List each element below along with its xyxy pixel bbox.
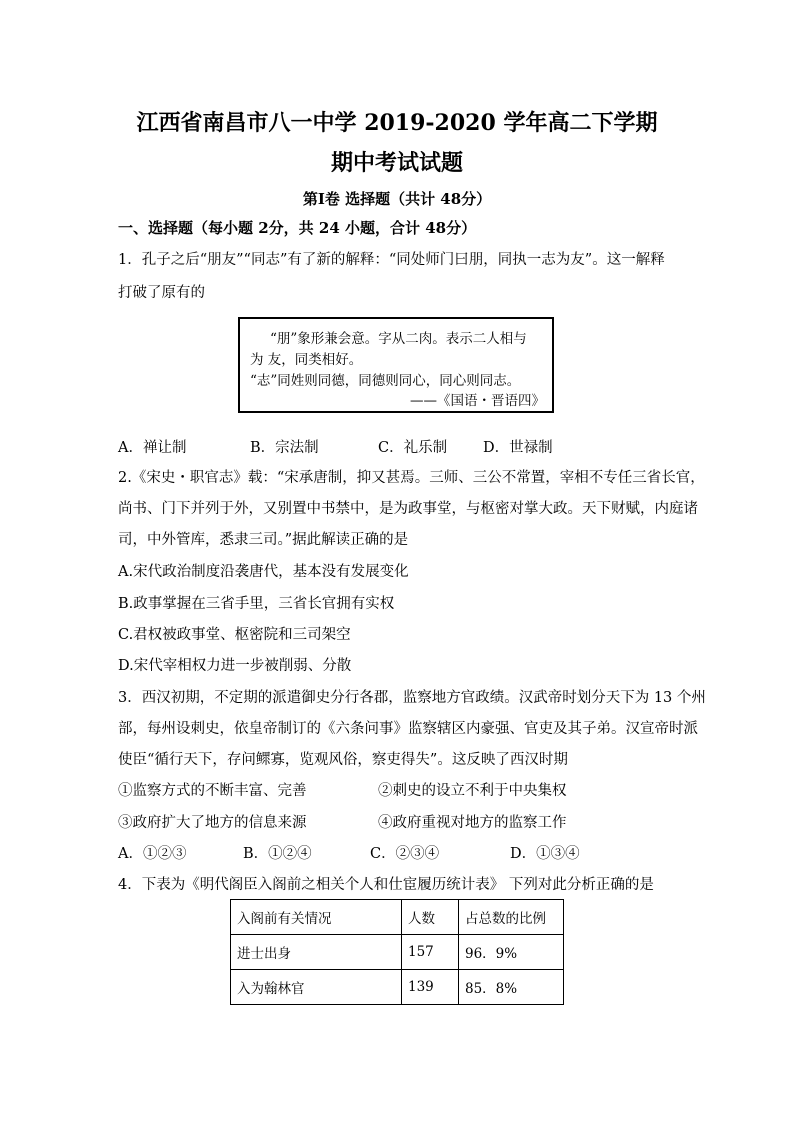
q1-option-c[interactable]: C．礼乐制 (378, 440, 448, 456)
q3-option-a[interactable]: A．①②③ (118, 846, 187, 862)
q4-statistics-table (230, 899, 564, 1005)
q3-item-4: ④政府重视对地方的监察工作 (378, 815, 567, 831)
part-heading: 第Ⅰ卷 选择题（共计 48分） (302, 190, 492, 208)
q2-option-c[interactable]: C.君权被政事堂、枢密院和三司架空 (118, 627, 351, 643)
q2-stem-line: 2.《宋史・职官志》载：“宋承唐制，抑又甚焉。三师、三公不常置，宰相不专任三省长官， (118, 470, 705, 486)
q1-quote-source: ——《国语・晋语四》 (410, 393, 545, 409)
q1-option-d[interactable]: D．世禄制 (483, 440, 553, 456)
q3-stem-line: 使臣“循行天下，存问鳏寡，览观风俗，察吏得失”。这反映了西汉时期 (118, 752, 568, 768)
q1-stem-line: 打破了原有的 (118, 285, 205, 301)
table-cell: 进士出身 (231, 935, 402, 970)
q1-quote-line: “朋”象形兼会意。字从二肉。表示二人相与 (270, 331, 527, 347)
table-header: 入阁前有关情况 (231, 900, 402, 935)
q1-quote-box (238, 317, 554, 413)
q3-item-3: ③政府扩大了地方的信息来源 (118, 815, 307, 831)
q3-stem-line: 3．西汉初期，不定期的派遣御史分行各郡，监察地方官政绩。汉武帝时划分天下为 13 个州 (118, 690, 706, 706)
q1-quote-line: 为 友，同类相好。 (250, 352, 363, 368)
page-subtitle: 期中考试试题 (330, 150, 463, 176)
q2-option-b[interactable]: B.政事掌握在三省手里，三省长官拥有实权 (118, 596, 395, 612)
q3-option-b[interactable]: B．①②④ (243, 846, 312, 862)
q2-option-a[interactable]: A.宋代政治制度沿袭唐代，基本没有发展变化 (118, 564, 409, 580)
q2-stem-line: 司，中外管库，悉隶三司。”据此解读正确的是 (118, 532, 409, 548)
section-heading: 一、选择题（每小题 2分，共 24 小题，合计 48分） (118, 219, 477, 237)
table-cell: 96．9% (459, 935, 564, 970)
q3-stem-line: 部，每州设刺史，依皇帝制订的《六条问事》监察辖区内豪强、官吏及其子弟。汉宣帝时派 (118, 721, 698, 737)
table-cell: 入为翰林官 (231, 970, 402, 1005)
q2-option-d[interactable]: D.宋代宰相权力进一步被削弱、分散 (118, 658, 352, 674)
table-row (231, 935, 564, 970)
q1-quote-line: “志”同姓则同德，同德则同心，同心则同志。 (250, 373, 521, 389)
q3-option-c[interactable]: C．②③④ (370, 846, 440, 862)
table-cell: 85．8% (459, 970, 564, 1005)
q4-stem: 4．下表为《明代阁臣入阁前之相关个人和仕宦履历统计表》 下列对此分析正确的是 (118, 877, 654, 893)
q3-item-1: ①监察方式的不断丰富、完善 (118, 783, 307, 799)
q1-option-a[interactable]: A．禅让制 (118, 440, 187, 456)
table-row (231, 970, 564, 1005)
q3-option-d[interactable]: D．①③④ (510, 846, 580, 862)
q3-item-2: ②刺史的设立不利于中央集权 (378, 783, 567, 799)
q1-option-b[interactable]: B．宗法制 (250, 440, 319, 456)
q1-stem-line: 1．孔子之后“朋友”“同志”有了新的解释：“同处师门曰朋，同执一志为友”。这一解释 (118, 252, 665, 268)
table-cell: 157 (402, 935, 459, 970)
table-header: 占总数的比例 (459, 900, 564, 935)
table-cell: 139 (402, 970, 459, 1005)
table-header-row (231, 900, 564, 935)
q2-stem-line: 尚书、门下并列于外，又别置中书禁中，是为政事堂，与枢密对掌大政。天下财赋，内庭诸 (118, 501, 698, 517)
table-header: 人数 (402, 900, 459, 935)
page-title: 江西省南昌市八一中学 2019-2020 学年高二下学期 (136, 110, 658, 136)
